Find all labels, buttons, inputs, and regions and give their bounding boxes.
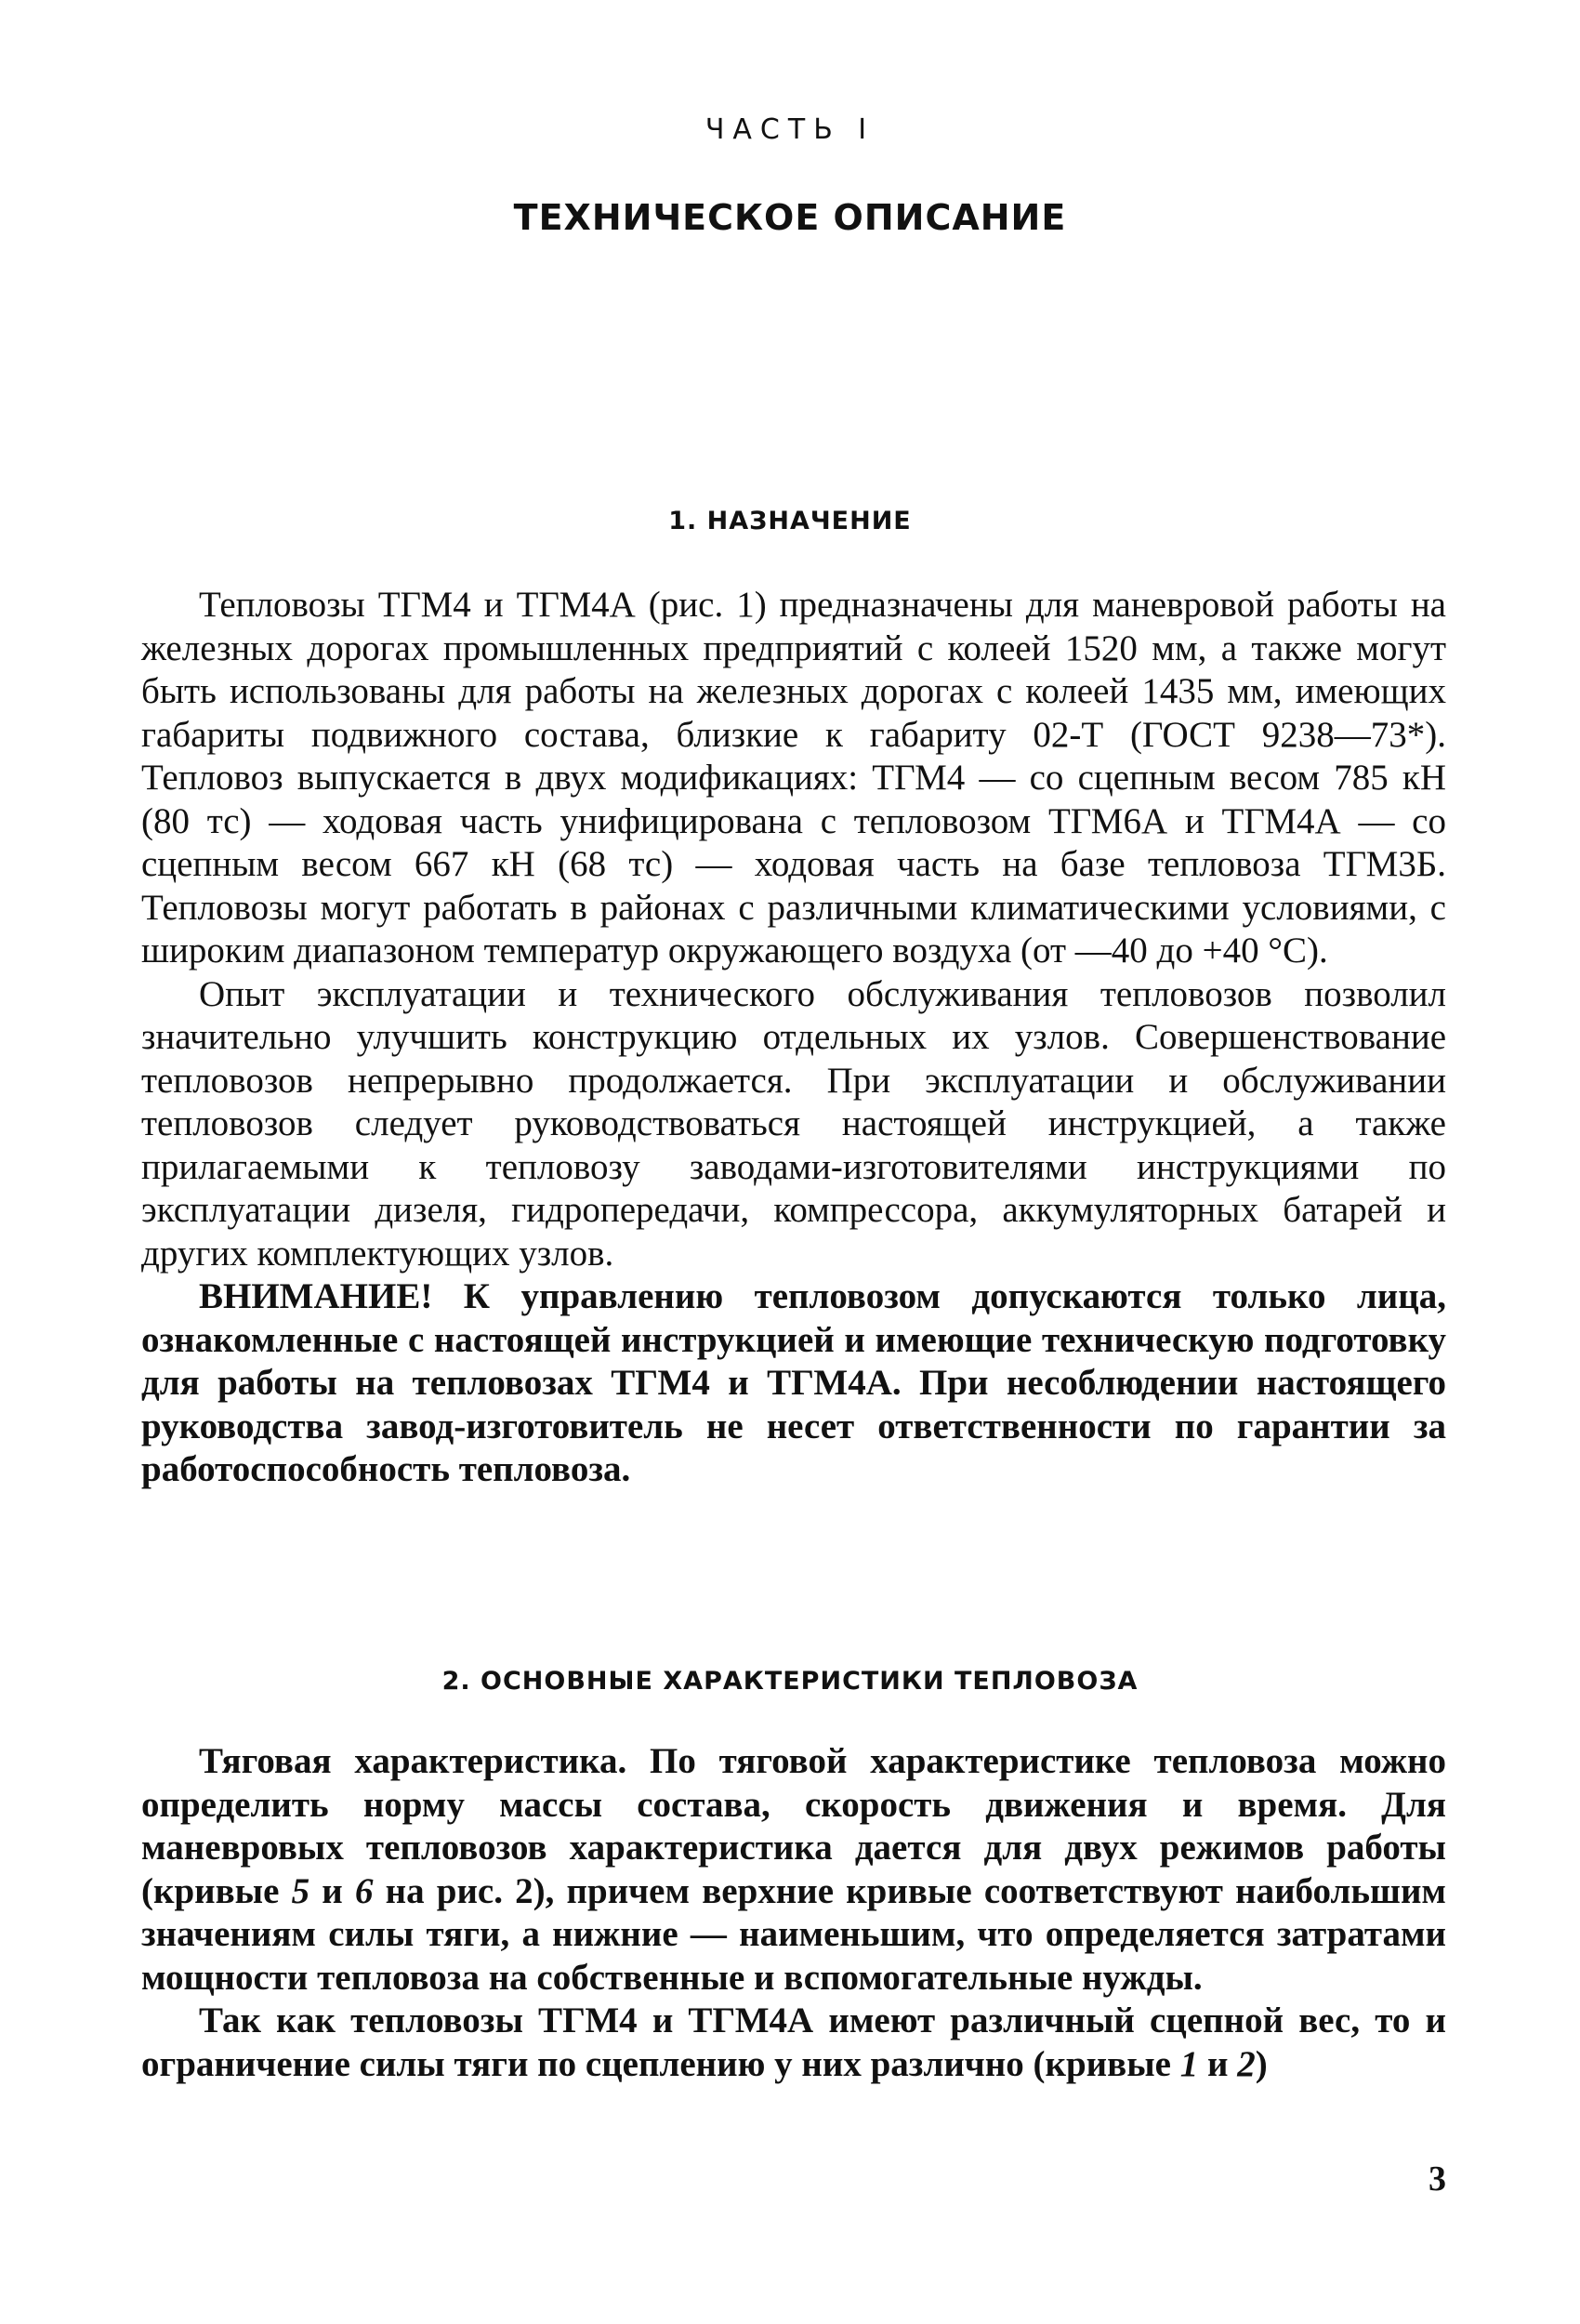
- curve-number: 6: [354, 1870, 374, 1911]
- run-in-title: Тяговая характеристика.: [199, 1741, 627, 1781]
- part-label: ЧАСТЬ I: [704, 113, 876, 146]
- paragraph-purpose: Тепловозы ТГМ4 и ТГМ4А (рис. 1) предназначены для маневровой работы на железных дорогах промышленных предприятий с колеей 1520 мм, а также могут быть использованы для работы на железных дорогах с колеей 1435 мм, имеющих габариты подвижного состава, близкие к габариту 02-Т (ГОСТ 9238—73*). Тепловоз выпускается в двух модификациях: ТГМ4 — со сцепным весом 785 кН (80 тс) — ходовая часть унифицирована с тепловозом ТГМ6А и ТГМ4А — со сцепным весом 667 кН (68 тс) — ходовая часть на базе тепловоза ТГМ3Б. Тепловозы могут работать в районах с различными климатическими условиями, с широким диапазоном температур окружающего воздуха (от —40 до +40 °С).: [141, 585, 1446, 971]
- curve-number: 2: [1237, 2043, 1256, 2084]
- section-heading-characteristics: 2. ОСНОВНЫЕ ХАРАКТЕРИСТИКИ ТЕПЛОВОЗА: [441, 1667, 1139, 1696]
- paragraph-text: Так как тепловозы ТГМ4 и ТГМ4А имеют различный сцепной вес, то и ограничение силы тяги по сцеплению у них различно (кривые: [141, 2000, 1446, 2084]
- section-purpose-body: [141, 584, 1446, 1492]
- page-number: 3: [1429, 2159, 1446, 2199]
- paragraph-warning: ВНИМАНИЕ! К управлению тепловозом допускаются только лица, ознакомленные с настоящей инструкцией и имеющие техническую подготовку для работы на тепловозах ТГМ4 и ТГМ4А. При несоблюдении настоящего руководства завод-изготовитель не несет ответственности по гарантии за работоспособность тепловоза.: [141, 1276, 1446, 1489]
- paragraph-text: и: [309, 1870, 355, 1911]
- section-heading-purpose: 1. НАЗНАЧЕНИЕ: [668, 507, 912, 535]
- paragraph-traction-characteristic: [141, 1740, 1446, 2000]
- curve-number: 1: [1179, 2043, 1199, 2084]
- paragraph-text: на рис. 2), причем верхние кривые соответствуют наибольшим значениям силы тяги, а нижние — наименьшим, что определяется затратами мощности тепловоза на собственные и вспомогательные нужды.: [141, 1870, 1446, 1998]
- paragraph-text: и: [1198, 2043, 1238, 2084]
- section-characteristics-body: [141, 1740, 1446, 2086]
- paragraph-operation-experience: Опыт эксплуатации и технического обслуживания тепловозов позволил значительно улучшить конструкцию отдельных их узлов. Совершенствование тепловозов непрерывно продолжается. При эксплуатации и обслуживании тепловозов следует руководствоваться настоящей инструкцией, а также прилагаемыми к тепловозу заводами-изготовителями инструкциями по эксплуатации дизеля, гидропередачи, компрессора, аккумуляторных батарей и других комплектующих узлов.: [141, 973, 1446, 1274]
- curve-number: 5: [291, 1870, 310, 1911]
- paragraph-text: По тяговой характеристике тепловоза можно определить норму массы состава, скорость движения и время. Для маневровых тепловозов характеристика дается для двух режимов работы (кривые: [141, 1741, 1446, 1911]
- document-title: ТЕХНИЧЕСКОЕ ОПИСАНИЕ: [513, 197, 1067, 238]
- paragraph-adhesion-limit: [141, 2000, 1446, 2086]
- paragraph-text: ): [1255, 2043, 1268, 2084]
